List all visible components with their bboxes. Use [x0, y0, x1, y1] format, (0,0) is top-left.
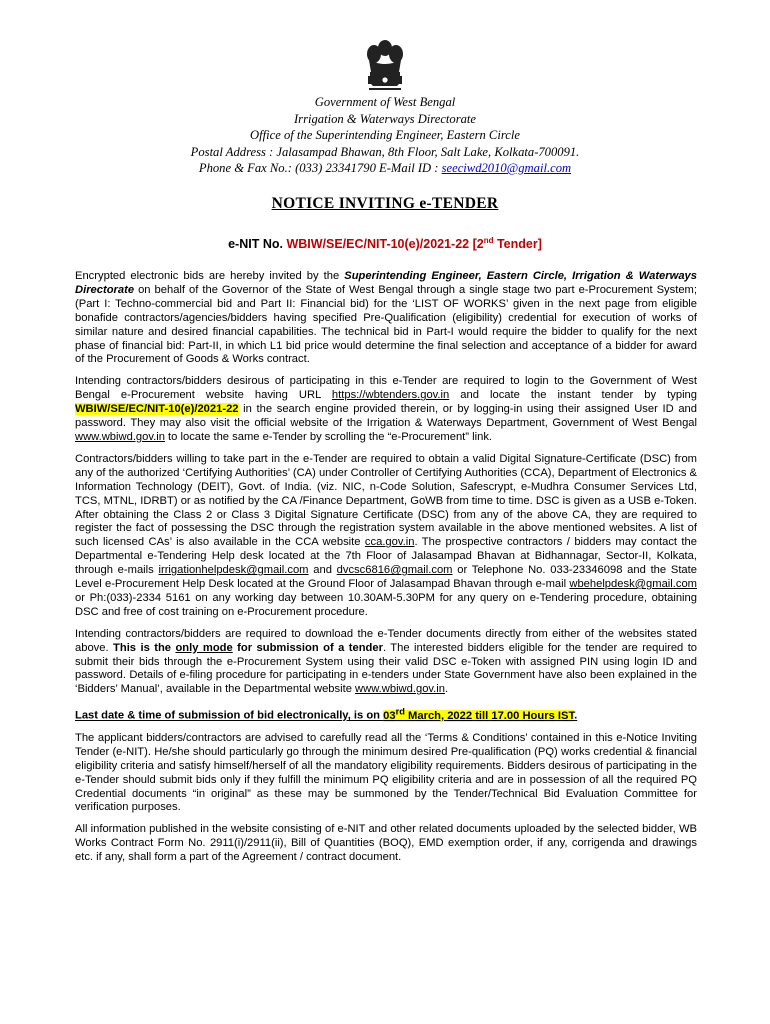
- text-span: to locate the same e-Tender by scrolling the “e-Procurement” link.: [164, 430, 493, 443]
- text-span: . The prospective contractors / bidders may contact the Departmental e-Tendering Help desk located at the 7th Floor of Jalasampad Bhavan at Bidhannagar, Sector-II, Kolkata, through e-mails: [75, 536, 697, 577]
- text-span: Intending contractors/bidders are required to download the e-Tender documents directly from either of the websites stated above.: [75, 627, 697, 654]
- bold-text: for submission of a tender: [232, 641, 383, 654]
- nit-code-suffix: Tender]: [493, 237, 542, 252]
- text-span: .: [445, 683, 449, 696]
- text-span: on behalf of the Governor of the State of West Bengal through a single stage two part e-Procurement System; (Part I: Techno-commercial bid and Part II: Financial bid) for the ‘LIST OF WORKS’ given in the next page from eligible bonafide contractors/agencies/bidders having specified Pre-Qualification (eligibility) credential for execution of works of similar nature and desired financial capabilities. The technical bid in Part-I would require the bidder to qualify for the next phase of financial bid: Part-II, in which L1 bid price would determine the final selection and acceptance of a bidder for award of the Procurement of Goods & Works contract.: [75, 283, 697, 366]
- nit-code-text: WBIW/SE/EC/NIT-10(e)/2021-22 [2: [286, 237, 484, 252]
- paragraph-download: [75, 628, 697, 698]
- header-government: Government of West Bengal: [314, 95, 456, 109]
- header-email-link[interactable]: seeciwd2010@gmail.com: [441, 161, 572, 175]
- paragraph-login: [75, 375, 697, 445]
- text-span: . The interested bidders eligible for the tender are required to submit their bids through the e-Procurement System using their valid DSC e-Token with assigned PIN using login ID and password. Details of e-filing procedure for participating in e-tenders under State Government have also been explained in the ‘Bidders’ Manual’, available in the Departmental website: [75, 641, 698, 696]
- nit-number: [0, 236, 770, 251]
- search-key-highlight: WBIW/SE/EC/NIT-10(e)/2021-22: [75, 403, 239, 416]
- wbiwd-link[interactable]: www.wbiwd.gov.in: [75, 430, 165, 443]
- helpdesk-email-link[interactable]: irrigationhelpdesk@gmail.com: [158, 564, 309, 577]
- wbiwd-link[interactable]: www.wbiwd.gov.in: [355, 683, 445, 696]
- header-office: Office of the Superintending Engineer, Eastern Circle: [250, 128, 520, 142]
- text-span: or Ph:(033)-2334 5161 on any working day between 10.30AM-5.30PM for any query on e-Tendering procedure, obtaining DSC and free of cost training on e-Procurement procedure.: [75, 591, 697, 618]
- header-contact: [80, 160, 690, 177]
- paragraph-intro: [75, 270, 697, 367]
- text-span: Contractors/bidders willing to take part in the e-Tender are required to obtain a valid Digital Signature-Certificate (DSC) from any of the authorized ‘Certifying Authorities’ (CA) under Controller of Certifying Authorities (CCA), Department of Electronics & Information Technology (DEIT), Govt. of India. (viz. NIC, n-Code Solution, Safescrypt, e-Mudhra Consumer Services Ltd, TCS, MTNL, IDRBT) or as notified by the CA /Finance Department, GoWB from time to time. DSC is given as a USB e-Token. After obtaining the Class 2 or Class 3 Digital Signature Certificate (DSC) from any of the above CA, they are required to register the fact of possessing the DSC through the registration system available in the above mentioned websites. A list of such licensed CAs’ is also available in the CCA website: [75, 452, 698, 549]
- last-date-sup: rd: [395, 706, 405, 717]
- notice-body: [75, 270, 697, 873]
- office-header: [80, 94, 690, 177]
- header-phone: Phone & Fax No.: (033) 23341790 E-Mail ID :: [198, 161, 442, 175]
- wbehelpdesk-email-link[interactable]: wbehelpdesk@gmail.com: [569, 578, 697, 591]
- header-address: Postal Address : Jalasampad Bhawan, 8th Floor, Salt Lake, Kolkata-700091.: [190, 144, 580, 159]
- dvcsc-email-link[interactable]: dvcsc6816@gmail.com: [336, 564, 453, 577]
- last-date-value: March, 2022 till 17.00 Hours IST: [404, 710, 575, 723]
- text-span: in the search engine provided therein, or by logging-in using their assigned User ID and password. They may also visit the official website of the Irrigation & Waterways Department, Government of West Bengal: [75, 403, 697, 430]
- text-span: Intending contractors/bidders desirous of participating in this e-Tender are required to login to the Government of West Bengal e-Procurement website having URL: [75, 375, 697, 402]
- only-mode-emphasis: only mode: [175, 641, 233, 654]
- text-span: and: [308, 564, 337, 577]
- nit-code-sup: nd: [483, 236, 494, 245]
- text-span: or Telephone No. 033-23346098 and the State Level e-Procurement Help Desk located at the Ground Floor of Jalasampad Bhavan through e-mail: [75, 564, 697, 591]
- nit-code: [286, 237, 541, 251]
- nit-prefix: e-NIT No.: [228, 237, 287, 252]
- paragraph-dsc: [75, 453, 697, 620]
- page-title: NOTICE INVITING e-TENDER: [271, 195, 499, 212]
- last-date-highlight: [383, 706, 575, 723]
- text-span: Encrypted electronic bids are hereby invited by the: [75, 270, 345, 282]
- paragraph-terms: The applicant bidders/contractors are advised to carefully read all the ‘Terms & Conditions’ contained in this e-Notice Inviting Tender (e-NIT). He/she should particularly go through the minimum desired Pre-qualification (PQ) works credential & financial eligibility criteria and satisfy himself/herself of all the mandatory eligibility requirements. Bidders desirous of participating in the e-Tender should submit bids only if they fulfill the minimum PQ eligibility criteria and are in possession of all the required PQ Credential documents “in original” as these may be summoned by the Tender/Technical Bid Evaluation Committee for verification purposes.: [75, 731, 697, 814]
- issuing-authority: Superintending Engineer, Eastern Circle, Irrigation & Waterways Directorate: [75, 270, 697, 296]
- last-date-label: Last date & time of submission of bid electronically, is on: [75, 710, 384, 723]
- last-date-day: 03: [383, 710, 396, 723]
- last-date-line: [75, 705, 697, 724]
- bold-text: This is the: [113, 641, 176, 654]
- cca-link[interactable]: cca.gov.in: [364, 536, 415, 549]
- state-emblem-icon: [355, 38, 415, 94]
- header-directorate: Irrigation & Waterways Directorate: [293, 111, 477, 126]
- text-span: .: [574, 710, 578, 723]
- text-span: and locate the instant tender by typing: [449, 389, 697, 402]
- wbtenders-link[interactable]: https://wbtenders.gov.in: [331, 389, 450, 402]
- paragraph-agreement: All information published in the website consisting of e-NIT and other related documents uploaded by the selected bidder, WB Works Contract Form No. 2911(i)/2911(ii), Bill of Quantities (BOQ), EMD exemption order, if any, corrigenda and drawings etc. if any, shall form a part of the Agreement / contract document.: [75, 823, 697, 864]
